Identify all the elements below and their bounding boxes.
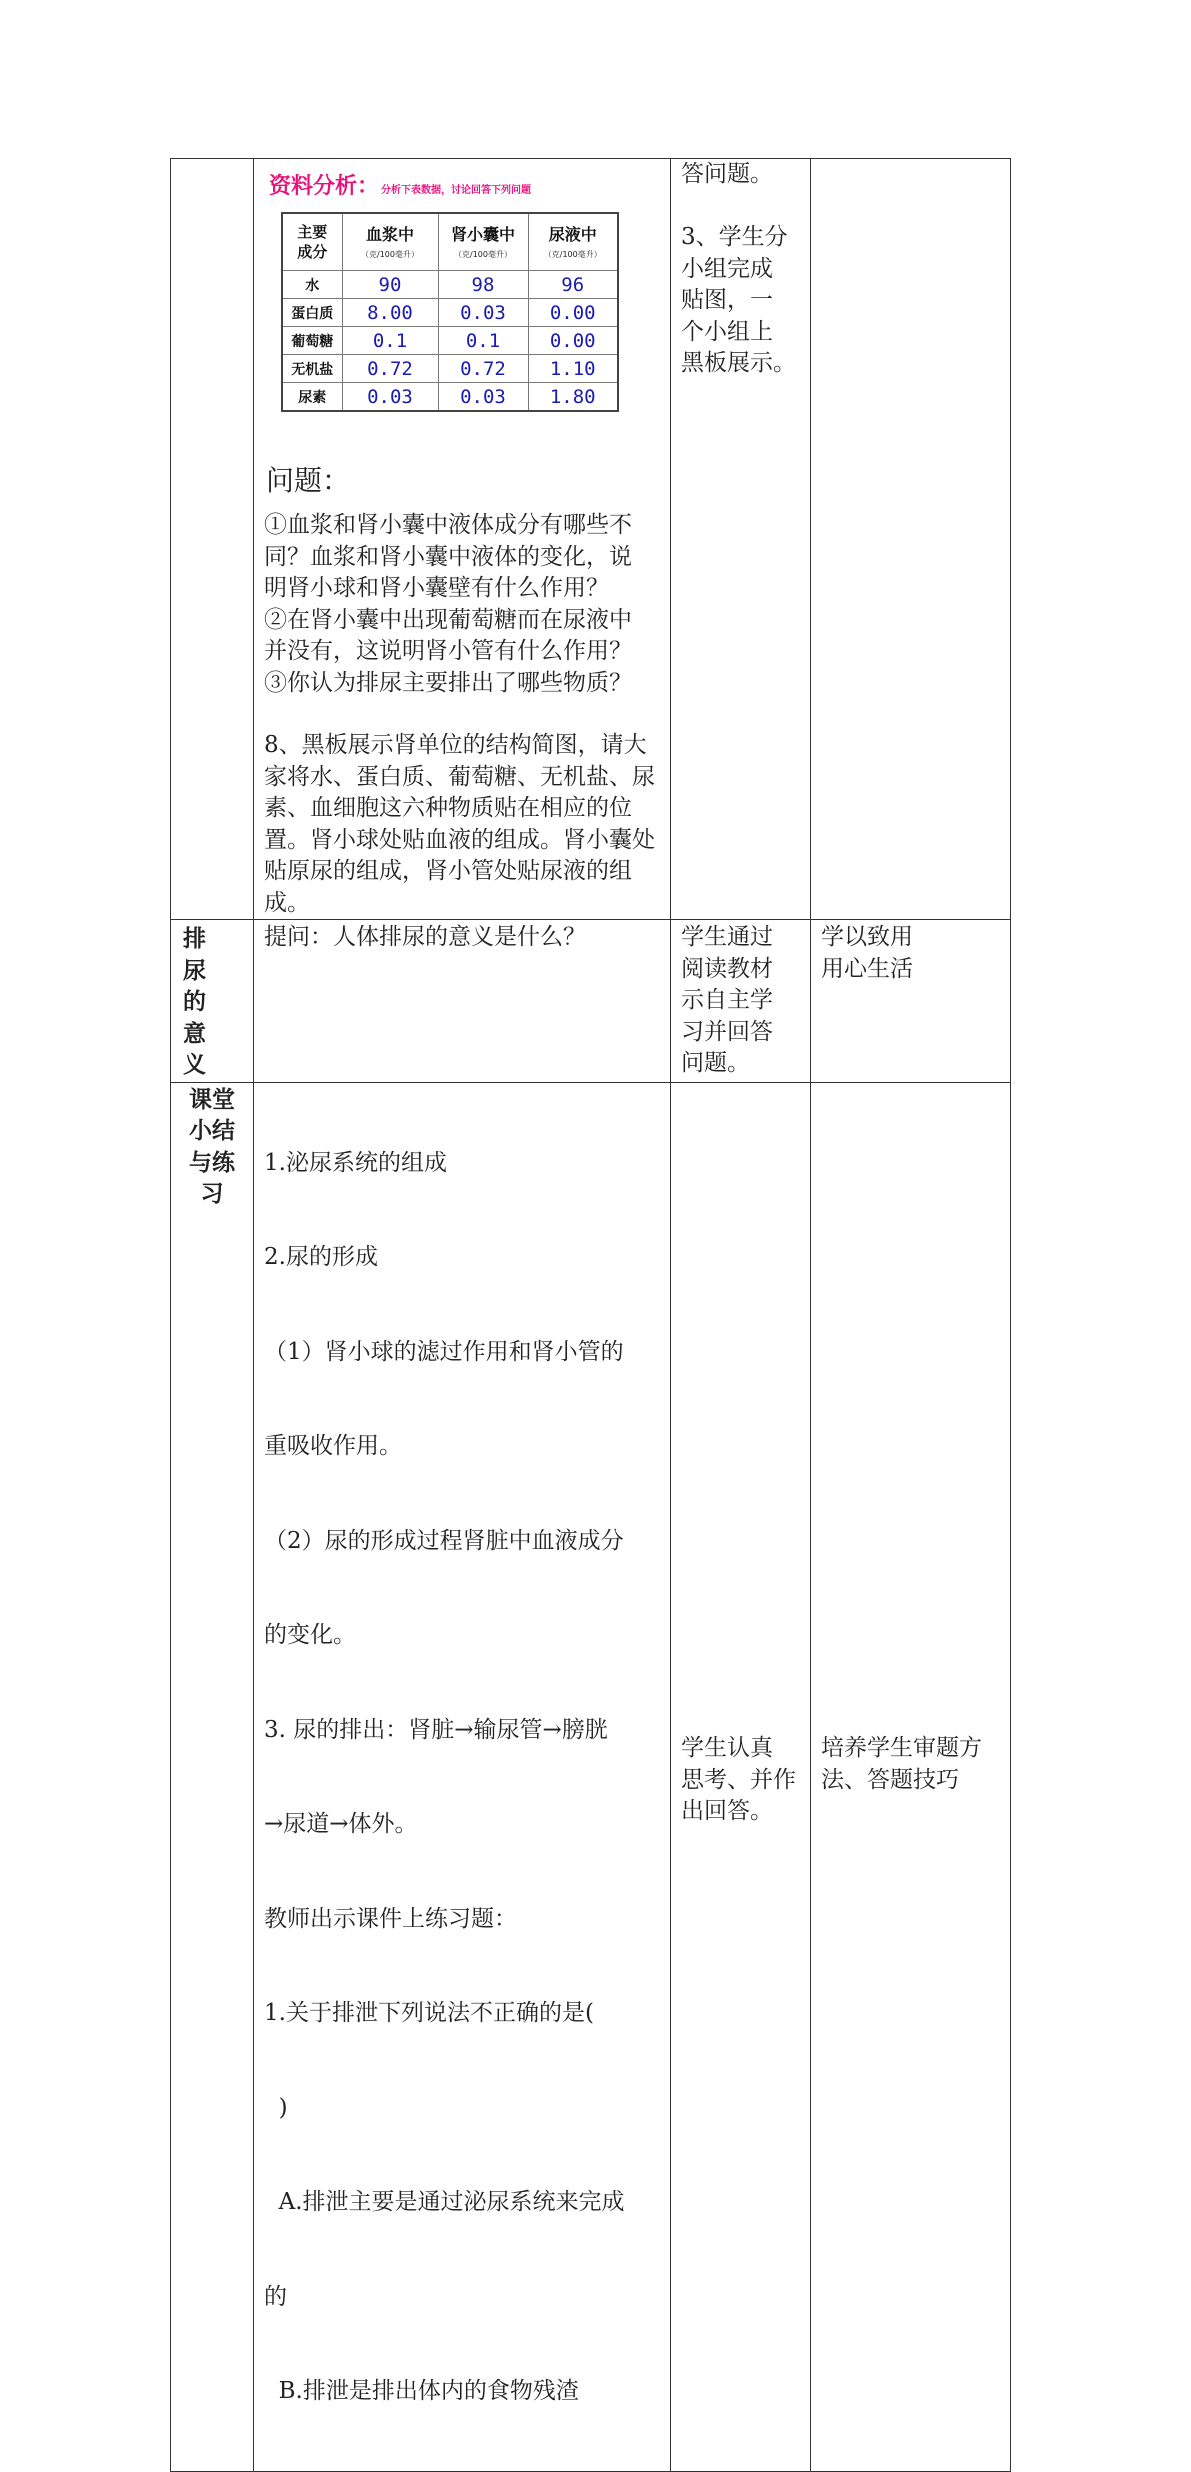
blackboard-line: 家将水、蛋白质、葡萄糖、无机盐、尿 — [264, 763, 655, 790]
row-label: 葡萄糖 — [282, 327, 342, 355]
questions-block — [254, 502, 670, 919]
column-name: 尿液中 — [548, 224, 597, 244]
student-line: 示自主学 — [681, 987, 773, 1013]
cell-value: 96 — [528, 271, 618, 299]
student-activity-cell — [671, 920, 811, 1083]
cell-value: 0.03 — [438, 299, 528, 327]
section-title-line: 义 — [183, 1052, 206, 1078]
table-row — [282, 271, 618, 299]
cell-value: 8.00 — [342, 299, 438, 327]
teacher-activity-cell — [254, 1082, 671, 2471]
row-label: 水 — [282, 271, 342, 299]
student-line: 学生通过 — [681, 924, 773, 950]
resource-heading — [254, 159, 670, 200]
teacher-activity-cell — [254, 159, 671, 920]
question-line: 明肾小球和肾小囊壁有什么作用？ — [264, 575, 609, 601]
summary-line: 的 — [264, 2283, 287, 2310]
student-text — [671, 159, 810, 380]
teacher-question: 提问：人体排尿的意义是什么？ — [264, 924, 586, 950]
section-title-line: 排 尿 — [183, 926, 229, 984]
column-name: 血浆中 — [365, 224, 414, 244]
summary-line: 3. 尿的排出：肾脏→输尿管→膀胱 — [264, 1716, 608, 1743]
composition-table — [281, 212, 619, 412]
summary-line: 重吸收作用。 — [264, 1433, 402, 1459]
summary-line: （2）尿的形成过程肾脏中血液成分 — [264, 1527, 624, 1554]
column-header — [528, 213, 618, 271]
table-row — [282, 355, 618, 383]
lesson-plan-table — [170, 158, 1011, 2472]
student-line: 个小组上 — [681, 318, 773, 345]
student-line: 阅读教材 — [681, 955, 773, 982]
summary-line: ) — [264, 2094, 288, 2121]
summary-line: （1）肾小球的滤过作用和肾小管的 — [264, 1338, 624, 1365]
student-line: 3、学生分 — [681, 224, 788, 250]
corner-line1: 主要 — [297, 223, 328, 241]
section-cell — [171, 920, 254, 1083]
student-text — [671, 920, 810, 1080]
intent-line: 培养学生审题方 — [821, 1735, 982, 1761]
section-cell — [171, 1082, 254, 2471]
summary-line: 教师出示课件上练习题： — [264, 1905, 517, 1932]
corner-line2: 成分 — [297, 243, 328, 261]
cell-value: 0.00 — [528, 299, 618, 327]
cell-value: 1.10 — [528, 355, 618, 383]
cell-value: 0.1 — [438, 327, 528, 355]
summary-line: 1.关于排泄下列说法不正确的是( — [264, 2000, 594, 2026]
row-label: 无机盐 — [282, 355, 342, 383]
cell-value: 0.1 — [342, 327, 438, 355]
row-label: 尿素 — [282, 383, 342, 412]
question-line: 并没有，这说明肾小管有什么作用？ — [264, 638, 632, 664]
blackboard-line: 贴原尿的组成，肾小管处贴尿液的组 — [264, 858, 632, 884]
student-line: 答问题。 — [681, 161, 773, 187]
column-header — [438, 213, 528, 271]
section-title-line: 小结 — [189, 1118, 235, 1144]
summary-line: →尿道→体外。 — [264, 1811, 418, 1837]
section-title — [171, 1083, 253, 1211]
table-row — [282, 383, 618, 412]
design-intent-cell — [811, 159, 1011, 920]
design-intent-cell — [811, 1082, 1011, 2471]
spacer — [681, 191, 800, 223]
section-title-line: 课堂 — [189, 1086, 235, 1113]
cell-value: 90 — [342, 271, 438, 299]
corner-cell — [282, 213, 342, 271]
summary-row — [171, 1082, 1011, 2471]
cell-value: 98 — [438, 271, 528, 299]
cell-value: 0.00 — [528, 327, 618, 355]
continuation-row — [171, 159, 1011, 920]
resource-subtitle: 分析下表数据，讨论回答下列问题 — [381, 185, 532, 196]
cell-value: 0.72 — [438, 355, 528, 383]
summary-line: A.排泄主要是通过泌尿系统来完成 — [264, 2189, 625, 2215]
blackboard-line: 8、黑板展示肾单位的结构简图，请大 — [264, 732, 647, 758]
student-text — [671, 1733, 810, 1828]
intent-text — [811, 1733, 1010, 1796]
student-line: 问题。 — [681, 1050, 750, 1076]
student-line: 贴图，一 — [681, 287, 773, 313]
intent-line: 学以致用 — [821, 924, 913, 950]
teacher-activity-cell — [254, 920, 671, 1083]
table-row — [282, 327, 618, 355]
blackboard-line: 置。肾小球处贴血液的组成。肾小囊处 — [264, 826, 655, 853]
question-line: ②在肾小囊中出现葡萄糖而在尿液中 — [264, 606, 632, 633]
student-line: 黑板展示。 — [681, 350, 796, 376]
resource-title: 资料分析： — [269, 174, 380, 199]
column-unit: （克/100毫升） — [454, 249, 512, 259]
urination-row — [171, 920, 1011, 1083]
student-line: 思考、并作 — [681, 1766, 796, 1793]
question-title: 问题： — [266, 464, 351, 497]
composition-header-row — [282, 213, 618, 271]
intent-text — [811, 920, 1010, 985]
blackboard-line: 素、血细胞这六种物质贴在相应的位 — [264, 795, 632, 821]
section-title — [171, 920, 253, 1082]
summary-line: 1.泌尿系统的组成 — [264, 1149, 447, 1176]
student-activity-cell — [671, 159, 811, 920]
question-line: 同？血浆和肾小囊中液体的变化，说 — [264, 543, 632, 570]
column-header — [342, 213, 438, 271]
question-line: ①血浆和肾小囊中液体成分有哪些不 — [264, 512, 632, 538]
student-line: 小组完成 — [681, 255, 773, 282]
summary-text — [254, 1083, 670, 2471]
student-line: 学生认真 — [681, 1735, 773, 1762]
blackboard-line: 成。 — [264, 889, 310, 916]
summary-line: 的变化。 — [264, 1622, 356, 1648]
question-line: ③你认为排尿主要排出了哪些物质？ — [264, 669, 632, 696]
intent-line: 法、答题技巧 — [821, 1766, 959, 1793]
cell-value: 0.03 — [438, 383, 528, 412]
section-title-line: 与练 — [189, 1149, 235, 1176]
intent-line: 用心生活 — [821, 955, 913, 982]
row-label: 蛋白质 — [282, 299, 342, 327]
cell-value: 1.80 — [528, 383, 618, 412]
cell-value: 0.03 — [342, 383, 438, 412]
summary-line: B.排泄是排出体内的食物残渣 — [264, 2378, 579, 2404]
section-title-line: 习 — [200, 1181, 224, 1207]
section-title-line: 的 意 — [183, 989, 229, 1047]
column-unit: （克/100毫升） — [361, 249, 419, 259]
summary-line: 2.尿的形成 — [264, 1244, 378, 1270]
column-unit: （克/100毫升） — [543, 249, 602, 259]
column-name: 肾小囊中 — [450, 224, 515, 244]
design-intent-cell — [811, 920, 1011, 1083]
cell-value: 0.72 — [342, 355, 438, 383]
table-row — [282, 299, 618, 327]
section-cell-empty — [171, 159, 254, 920]
student-line: 习并回答 — [681, 1018, 773, 1045]
student-line: 出回答。 — [681, 1798, 773, 1825]
student-activity-cell — [671, 1082, 811, 2471]
spacer — [264, 699, 660, 730]
